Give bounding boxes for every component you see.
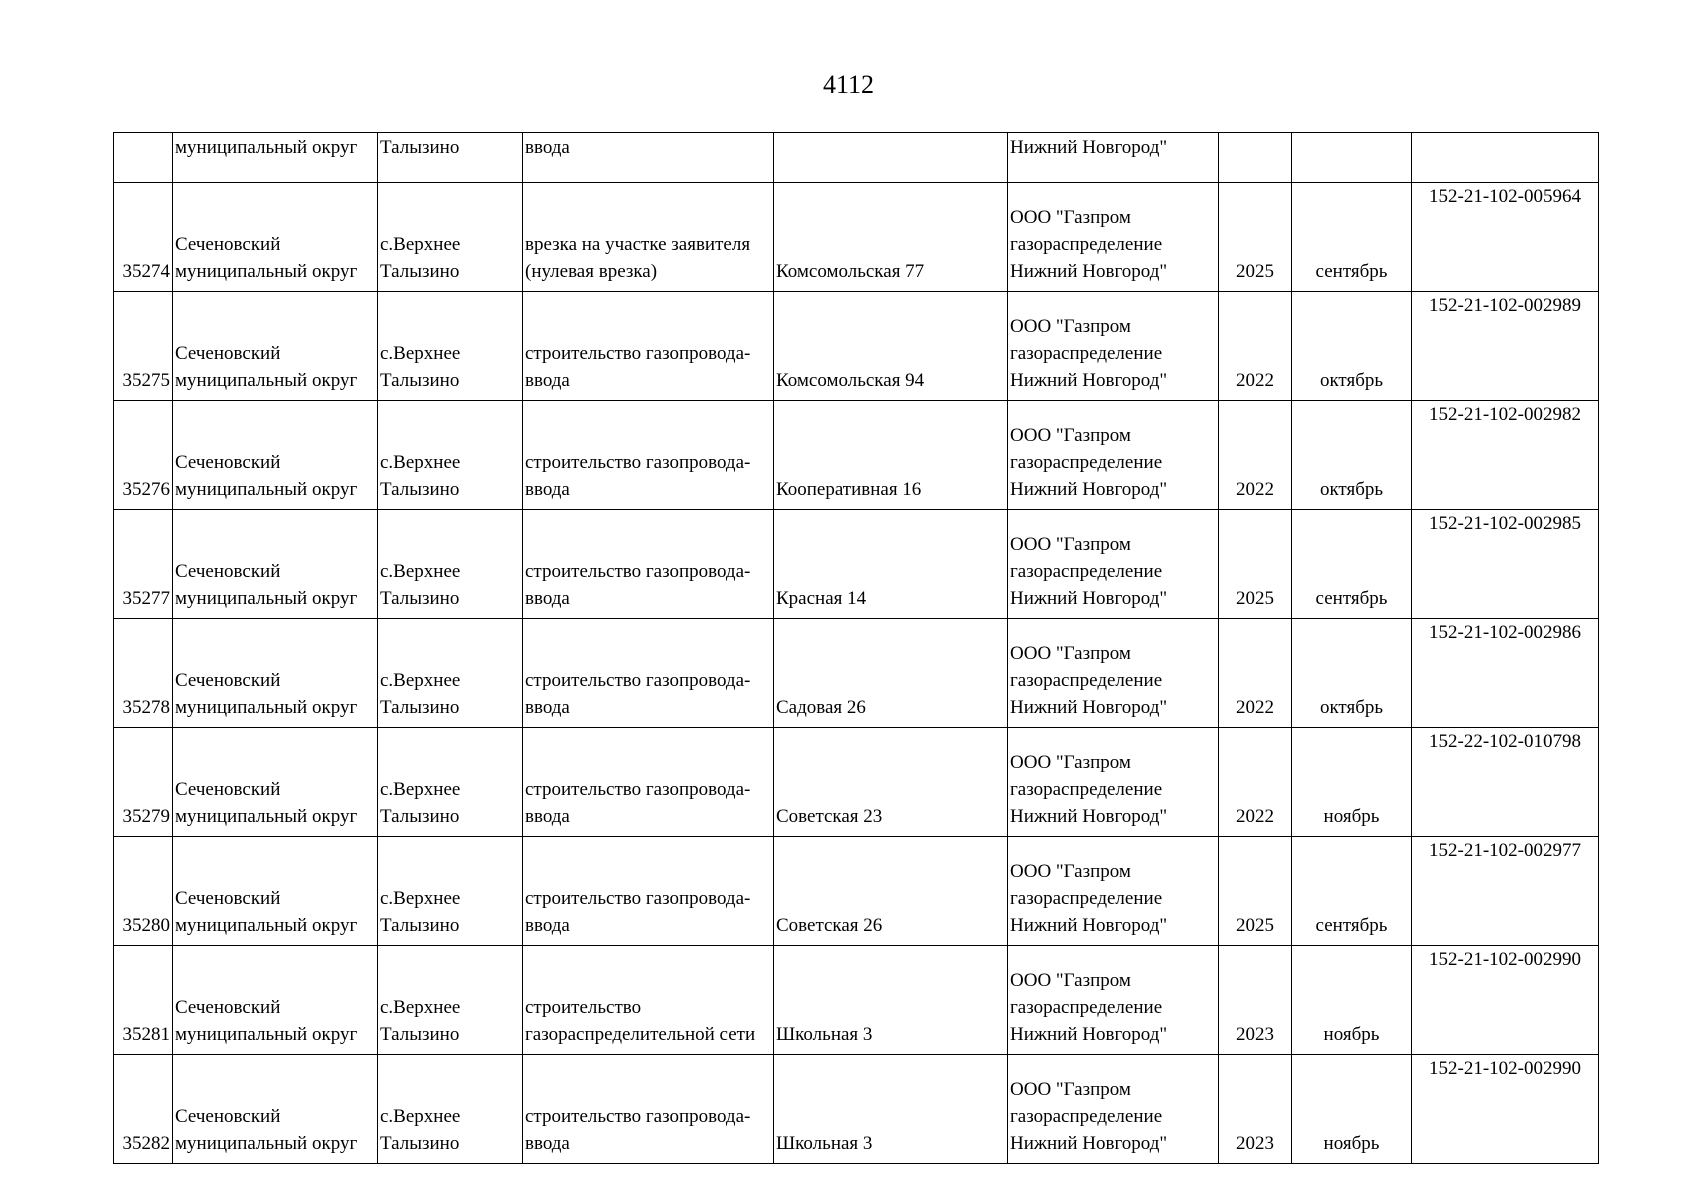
cell-code: 152-21-102-002986 xyxy=(1412,619,1599,728)
cell-work-type xyxy=(523,401,774,510)
cell-district xyxy=(173,837,378,946)
cell-address: Школьная 3 xyxy=(774,1055,1008,1164)
cell-month xyxy=(1292,133,1412,183)
cell-locality-line: с.Верхнее xyxy=(380,997,461,1018)
cell-organization-line: ООО "Газпром xyxy=(1010,643,1131,664)
table-row xyxy=(114,510,1599,619)
cell-code: 152-21-102-002989 xyxy=(1412,292,1599,401)
cell-organization-line: Нижний Новгород" xyxy=(1010,915,1168,936)
cell-district xyxy=(173,619,378,728)
cell-district-line: муниципальный округ xyxy=(175,1133,358,1154)
cell-district-line: Сеченовский xyxy=(175,779,281,800)
cell-organization-line: ООО "Газпром xyxy=(1010,1079,1131,1100)
cell-year: 2022 xyxy=(1219,619,1292,728)
cell-locality xyxy=(378,292,523,401)
cell-work-type: ввода xyxy=(523,133,774,183)
cell-locality xyxy=(378,1055,523,1164)
cell-locality xyxy=(378,183,523,292)
cell-locality-line: Талызино xyxy=(380,370,460,391)
cell-work-type xyxy=(523,619,774,728)
cell-work-type-line: ввода xyxy=(525,588,570,609)
cell-organization-line: газораспределение xyxy=(1010,997,1163,1018)
cell-address: Красная 14 xyxy=(774,510,1008,619)
cell-organization-line: газораспределение xyxy=(1010,779,1163,800)
cell-locality-line: Талызино xyxy=(380,261,460,282)
cell-address: Советская 23 xyxy=(774,728,1008,837)
cell-code: 152-21-102-002990 xyxy=(1412,946,1599,1055)
cell-organization xyxy=(1008,619,1219,728)
cell-district-line: муниципальный округ xyxy=(175,588,358,609)
cell-work-type-line: строительство газопровода- xyxy=(525,561,751,582)
cell-district-line: Сеченовский xyxy=(175,561,281,582)
cell-year xyxy=(1219,133,1292,183)
cell-district-line: муниципальный округ xyxy=(175,1024,358,1045)
cell-organization-line: газораспределение xyxy=(1010,343,1163,364)
cell-organization-line: газораспределение xyxy=(1010,561,1163,582)
cell-organization-line: ООО "Газпром xyxy=(1010,425,1131,446)
gasification-table xyxy=(113,132,1599,1164)
cell-locality-line: Талызино xyxy=(380,806,460,827)
cell-organization-line: Нижний Новгород" xyxy=(1010,261,1168,282)
cell-organization-line: Нижний Новгород" xyxy=(1010,1133,1168,1154)
cell-year: 2023 xyxy=(1219,1055,1292,1164)
cell-number: 35278 xyxy=(114,619,173,728)
cell-work-type xyxy=(523,183,774,292)
cell-organization-line: ООО "Газпром xyxy=(1010,534,1131,555)
cell-work-type-line: строительство газопровода- xyxy=(525,1106,751,1127)
cell-organization: Нижний Новгород" xyxy=(1008,133,1219,183)
cell-locality xyxy=(378,728,523,837)
cell-organization xyxy=(1008,1055,1219,1164)
cell-locality-line: с.Верхнее xyxy=(380,1106,461,1127)
cell-district xyxy=(173,946,378,1055)
cell-work-type-line: врезка на участке заявителя xyxy=(525,234,751,255)
cell-organization-line: газораспределение xyxy=(1010,670,1163,691)
cell-organization-line: ООО "Газпром xyxy=(1010,207,1131,228)
cell-district-line: Сеченовский xyxy=(175,888,281,909)
cell-district: муниципальный округ xyxy=(173,133,378,183)
cell-address: Садовая 26 xyxy=(774,619,1008,728)
cell-organization-line: Нижний Новгород" xyxy=(1010,370,1168,391)
table-row xyxy=(114,183,1599,292)
cell-code: 152-21-102-002982 xyxy=(1412,401,1599,510)
cell-address: Комсомольская 77 xyxy=(774,183,1008,292)
cell-locality-line: с.Верхнее xyxy=(380,561,461,582)
cell-district xyxy=(173,1055,378,1164)
cell-month: ноябрь xyxy=(1292,728,1412,837)
cell-work-type-line: ввода xyxy=(525,915,570,936)
table-row xyxy=(114,1055,1599,1164)
cell-locality-line: с.Верхнее xyxy=(380,888,461,909)
cell-district-line: Сеченовский xyxy=(175,1106,281,1127)
cell-organization-line: Нижний Новгород" xyxy=(1010,697,1168,718)
cell-district-line: муниципальный округ xyxy=(175,370,358,391)
cell-locality-line: Талызино xyxy=(380,1024,460,1045)
cell-address xyxy=(774,133,1008,183)
cell-address: Советская 26 xyxy=(774,837,1008,946)
cell-organization-line: ООО "Газпром xyxy=(1010,970,1131,991)
cell-month: ноябрь xyxy=(1292,1055,1412,1164)
cell-number: 35280 xyxy=(114,837,173,946)
cell-organization-line: Нижний Новгород" xyxy=(1010,806,1168,827)
cell-work-type-line: строительство газопровода- xyxy=(525,888,751,909)
cell-locality-line: Талызино xyxy=(380,915,460,936)
cell-work-type xyxy=(523,728,774,837)
cell-district-line: муниципальный округ xyxy=(175,261,358,282)
cell-year: 2025 xyxy=(1219,837,1292,946)
cell-year: 2025 xyxy=(1219,510,1292,619)
cell-code: 152-21-102-005964 xyxy=(1412,183,1599,292)
cell-code: 152-22-102-010798 xyxy=(1412,728,1599,837)
cell-district xyxy=(173,401,378,510)
cell-number: 35276 xyxy=(114,401,173,510)
cell-district xyxy=(173,183,378,292)
cell-number: 35274 xyxy=(114,183,173,292)
cell-district-line: муниципальный округ xyxy=(175,806,358,827)
cell-year: 2022 xyxy=(1219,728,1292,837)
cell-code: 152-21-102-002977 xyxy=(1412,837,1599,946)
cell-locality-line: с.Верхнее xyxy=(380,343,461,364)
cell-number: 35282 xyxy=(114,1055,173,1164)
cell-organization xyxy=(1008,401,1219,510)
table-row-continued xyxy=(114,133,1599,183)
cell-district-line: Сеченовский xyxy=(175,452,281,473)
cell-organization xyxy=(1008,292,1219,401)
cell-year: 2022 xyxy=(1219,292,1292,401)
cell-locality-line: с.Верхнее xyxy=(380,452,461,473)
table-row xyxy=(114,292,1599,401)
cell-work-type xyxy=(523,292,774,401)
cell-locality xyxy=(378,401,523,510)
cell-month: сентябрь xyxy=(1292,510,1412,619)
cell-month: ноябрь xyxy=(1292,946,1412,1055)
cell-number: 35277 xyxy=(114,510,173,619)
cell-organization-line: Нижний Новгород" xyxy=(1010,479,1168,500)
cell-month: октябрь xyxy=(1292,292,1412,401)
cell-district-line: Сеченовский xyxy=(175,997,281,1018)
table-row xyxy=(114,619,1599,728)
cell-number: 35279 xyxy=(114,728,173,837)
cell-locality-line: Талызино xyxy=(380,588,460,609)
cell-organization-line: газораспределение xyxy=(1010,888,1163,909)
cell-work-type-line: строительство газопровода- xyxy=(525,452,751,473)
cell-organization xyxy=(1008,946,1219,1055)
cell-organization-line: Нижний Новгород" xyxy=(1010,588,1168,609)
table-row xyxy=(114,728,1599,837)
cell-organization-line: ООО "Газпром xyxy=(1010,752,1131,773)
cell-number: 35275 xyxy=(114,292,173,401)
cell-work-type xyxy=(523,1055,774,1164)
cell-month: октябрь xyxy=(1292,619,1412,728)
cell-number xyxy=(114,133,173,183)
table-body xyxy=(114,133,1599,1164)
cell-work-type-line: ввода xyxy=(525,806,570,827)
cell-locality xyxy=(378,946,523,1055)
cell-organization xyxy=(1008,728,1219,837)
cell-locality-line: Талызино xyxy=(380,479,460,500)
cell-work-type xyxy=(523,837,774,946)
cell-work-type-line: ввода xyxy=(525,370,570,391)
cell-locality-line: с.Верхнее xyxy=(380,670,461,691)
page-number: 4112 xyxy=(822,70,875,99)
cell-work-type-line: (нулевая врезка) xyxy=(525,261,658,282)
cell-code: 152-21-102-002990 xyxy=(1412,1055,1599,1164)
cell-code: 152-21-102-002985 xyxy=(1412,510,1599,619)
cell-locality-line: Талызино xyxy=(380,1133,460,1154)
cell-district xyxy=(173,292,378,401)
cell-year: 2023 xyxy=(1219,946,1292,1055)
cell-work-type-line: строительство xyxy=(525,997,642,1018)
cell-work-type-line: ввода xyxy=(525,1133,570,1154)
cell-organization xyxy=(1008,510,1219,619)
cell-locality-line: Талызино xyxy=(380,697,460,718)
cell-district-line: Сеченовский xyxy=(175,234,281,255)
cell-address: Школьная 3 xyxy=(774,946,1008,1055)
cell-locality: Талызино xyxy=(378,133,523,183)
cell-locality xyxy=(378,619,523,728)
cell-code xyxy=(1412,133,1599,183)
cell-year: 2022 xyxy=(1219,401,1292,510)
cell-month: сентябрь xyxy=(1292,837,1412,946)
cell-locality xyxy=(378,510,523,619)
cell-district-line: Сеченовский xyxy=(175,343,281,364)
cell-work-type-line: ввода xyxy=(525,697,570,718)
cell-number: 35281 xyxy=(114,946,173,1055)
cell-address: Комсомольская 94 xyxy=(774,292,1008,401)
cell-month: сентябрь xyxy=(1292,183,1412,292)
cell-organization-line: ООО "Газпром xyxy=(1010,316,1131,337)
cell-year: 2025 xyxy=(1219,183,1292,292)
cell-district xyxy=(173,510,378,619)
cell-district-line: Сеченовский xyxy=(175,670,281,691)
cell-work-type-line: строительство газопровода- xyxy=(525,343,751,364)
cell-organization-line: газораспределение xyxy=(1010,1106,1163,1127)
cell-organization-line: газораспределение xyxy=(1010,452,1163,473)
cell-address: Кооперативная 16 xyxy=(774,401,1008,510)
cell-month: октябрь xyxy=(1292,401,1412,510)
cell-organization xyxy=(1008,837,1219,946)
cell-district xyxy=(173,728,378,837)
cell-work-type-line: строительство газопровода- xyxy=(525,779,751,800)
cell-work-type xyxy=(523,946,774,1055)
cell-locality xyxy=(378,837,523,946)
cell-organization-line: ООО "Газпром xyxy=(1010,861,1131,882)
cell-district-line: муниципальный округ xyxy=(175,479,358,500)
cell-work-type-line: газораспределительной сети xyxy=(525,1024,756,1045)
cell-work-type-line: ввода xyxy=(525,479,570,500)
cell-work-type xyxy=(523,510,774,619)
cell-district-line: муниципальный округ xyxy=(175,697,358,718)
cell-organization-line: Нижний Новгород" xyxy=(1010,1024,1168,1045)
cell-locality-line: с.Верхнее xyxy=(380,779,461,800)
table-row xyxy=(114,837,1599,946)
cell-district-line: муниципальный округ xyxy=(175,915,358,936)
cell-organization xyxy=(1008,183,1219,292)
table-row xyxy=(114,946,1599,1055)
cell-locality-line: с.Верхнее xyxy=(380,234,461,255)
cell-organization-line: газораспределение xyxy=(1010,234,1163,255)
cell-work-type-line: строительство газопровода- xyxy=(525,670,751,691)
table-row xyxy=(114,401,1599,510)
